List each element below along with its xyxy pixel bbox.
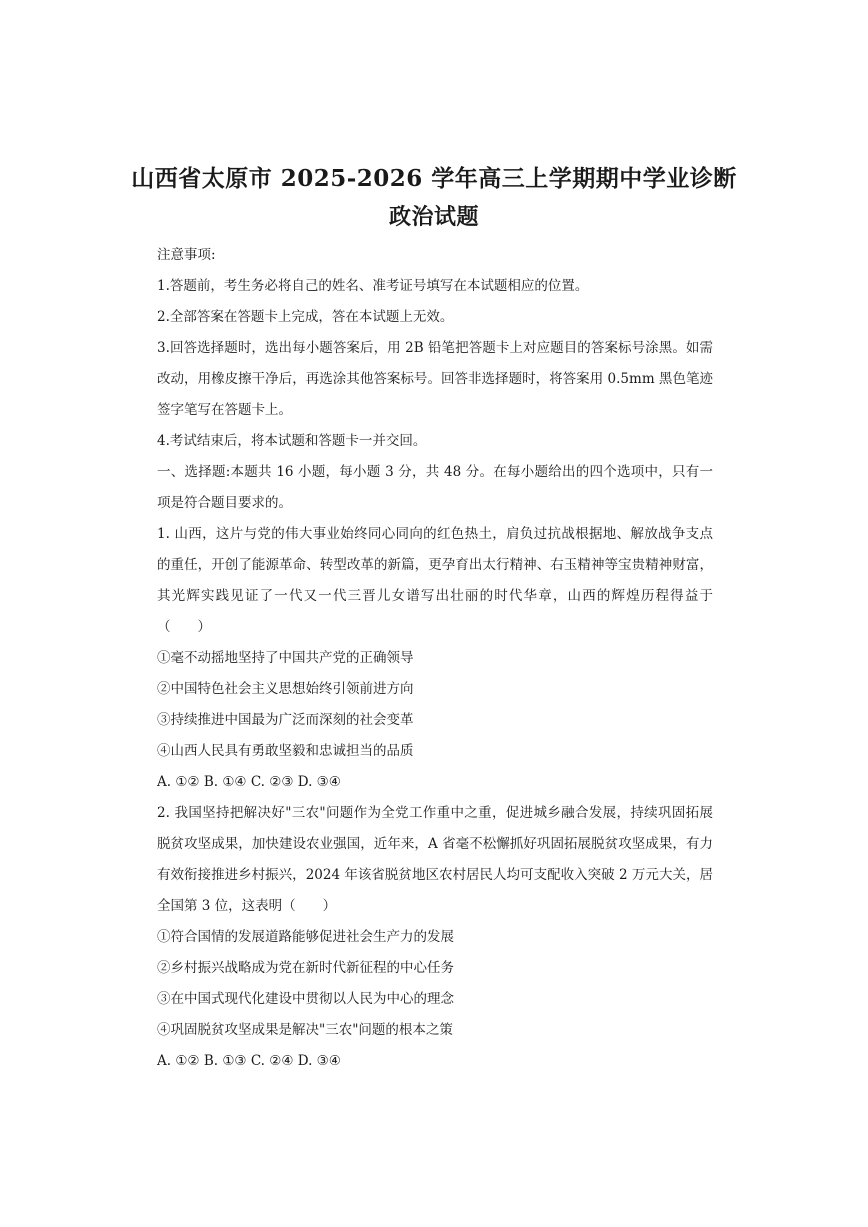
question-option: ③在中国式现代化建设中贯彻以人民为中心的理念 bbox=[157, 991, 454, 1007]
exam-title: 山西省太原市 2025-2026 学年高三上学期期中学业诊断 bbox=[131, 165, 737, 192]
question-option: ③持续推进中国最为广泛而深刻的社会变革 bbox=[157, 712, 414, 728]
question-option: ①符合国情的发展道路能够促进社会生产力的发展 bbox=[157, 929, 454, 945]
question-stem: 1. 山西，这片与党的伟大事业始终同心同向的红色热土，肩负过抗战根据地、解放战争支点的重任，开创了能源革命、转型改革的新篇，更孕育出太行精神、右玉精神等宝贵精神财富，其光辉实践见证了一代又一代三晋儿女谱写出壮丽的时代华章，山西的辉煌历程得益于（ ） bbox=[157, 526, 713, 635]
notice-item-4: 4.考试结束后，将本试题和答题卡一并交回。 bbox=[157, 433, 427, 449]
question-option: ②中国特色社会主义思想始终引领前进方向 bbox=[157, 681, 414, 697]
notice-item-2: 2.全部答案在答题卡上完成，答在本试题上无效。 bbox=[157, 309, 454, 325]
answer-choices: A. ①② B. ①④ C. ②③ D. ③④ bbox=[157, 774, 341, 790]
question-option: ②乡村振兴战略成为党在新时代新征程的中心任务 bbox=[157, 960, 454, 976]
question-option: ④巩固脱贫攻坚成果是解决"三农"问题的根本之策 bbox=[157, 1022, 453, 1038]
question-option: ④山西人民具有勇敢坚毅和忠诚担当的品质 bbox=[157, 743, 414, 759]
notice-item-1: 1.答题前，考生务必将自己的姓名、准考证号填写在本试题相应的位置。 bbox=[157, 278, 589, 294]
section-heading: 一、选择题:本题共 16 小题，每小题 3 分，共 48 分。在每小题给出的四个选项中，只有一项是符合题目要求的。 bbox=[157, 464, 713, 511]
question-stem: 2. 我国坚持把解决好"三农"问题作为全党工作重中之重，促进城乡融合发展，持续巩固拓展脱贫攻坚成果，加快建设农业强国，近年来，A 省毫不松懈抓好巩固拓展脱贫攻坚成果，有力有效衔接推进乡村振兴，2024 年该省脱贫地区农村居民人均可支配收入突破 2 万元大关，居全国第 3 位，这表明（ ） bbox=[157, 805, 713, 914]
notice-heading: 注意事项: bbox=[157, 247, 216, 263]
answer-choices: A. ①② B. ①③ C. ②④ D. ③④ bbox=[157, 1053, 341, 1069]
question-2 bbox=[157, 798, 713, 1077]
exam-subtitle: 政治试题 bbox=[388, 204, 479, 230]
question-1 bbox=[157, 519, 713, 798]
exam-body bbox=[157, 240, 713, 1077]
question-option: ①毫不动摇地坚持了中国共产党的正确领导 bbox=[157, 650, 414, 666]
notice-item-3: 3.回答选择题时，选出每小题答案后，用 2B 铅笔把答题卡上对应题目的答案标号涂黑。如需改动，用橡皮擦干净后，再选涂其他答案标号。回答非选择题时，将答案用 0.5mm 黑色笔迹签字笔写在答题卡上。 bbox=[157, 340, 713, 418]
